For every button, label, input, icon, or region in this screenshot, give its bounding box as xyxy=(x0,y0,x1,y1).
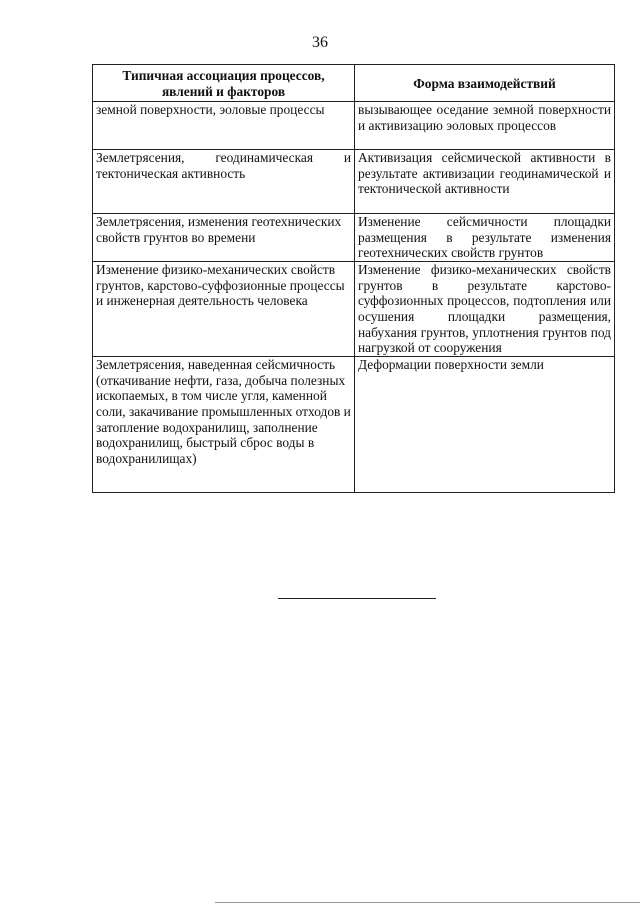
interaction-table xyxy=(92,64,615,493)
table-row xyxy=(93,102,615,150)
factors-cell: Землетрясения, изменения геотехнических свойств грунтов во времени xyxy=(93,214,355,262)
page-number: 36 xyxy=(312,34,328,51)
table-row xyxy=(93,262,615,357)
table-row xyxy=(93,214,615,262)
table-header-row xyxy=(93,65,615,102)
factors-cell: Изменение физико-механических свойств грунтов, карстово-суффозионные процессы и инженерная деятельность человека xyxy=(93,262,355,357)
end-of-document-rule xyxy=(278,598,436,599)
interaction-cell: Активизация сейсмической активности в результате активизации геодинамической и тектонической активности xyxy=(355,150,615,214)
interaction-cell: Изменение физико-механических свойств грунтов в результате карстово-суффозионных процессов, подтопления или осушения площадки размещения, набухания грунтов, уплотнения грунтов под нагрузкой от сооружения xyxy=(355,262,615,357)
interaction-cell: Изменение сейсмичности площадки размещения в результате изменения геотехнических свойств грунтов xyxy=(355,214,615,262)
interaction-cell: вызывающее оседание земной поверхности и активизацию эоловых процессов xyxy=(355,102,615,150)
factors-cell: Землетрясения, геодинамическая и тектоническая активность xyxy=(93,150,355,214)
factors-cell: земной поверхности, эоловые процессы xyxy=(93,102,355,150)
table-row xyxy=(93,150,615,214)
table-row xyxy=(93,357,615,493)
header-interaction: Форма взаимодействий xyxy=(355,65,615,102)
interaction-cell: Деформации поверхности земли xyxy=(355,357,615,493)
scan-edge-line xyxy=(215,902,640,903)
factors-cell: Землетрясения, наведенная сейсмичность (откачивание нефти, газа, добыча полезных ископаемых, в том числе угля, каменной соли, закачивание промышленных отходов и затопление водохранилищ, заполнение водохранилищ, быстрый сброс воды в водохранилищах) xyxy=(93,357,355,493)
header-factors: Типичная ассоциация процессов, явлений и факторов xyxy=(93,65,355,102)
